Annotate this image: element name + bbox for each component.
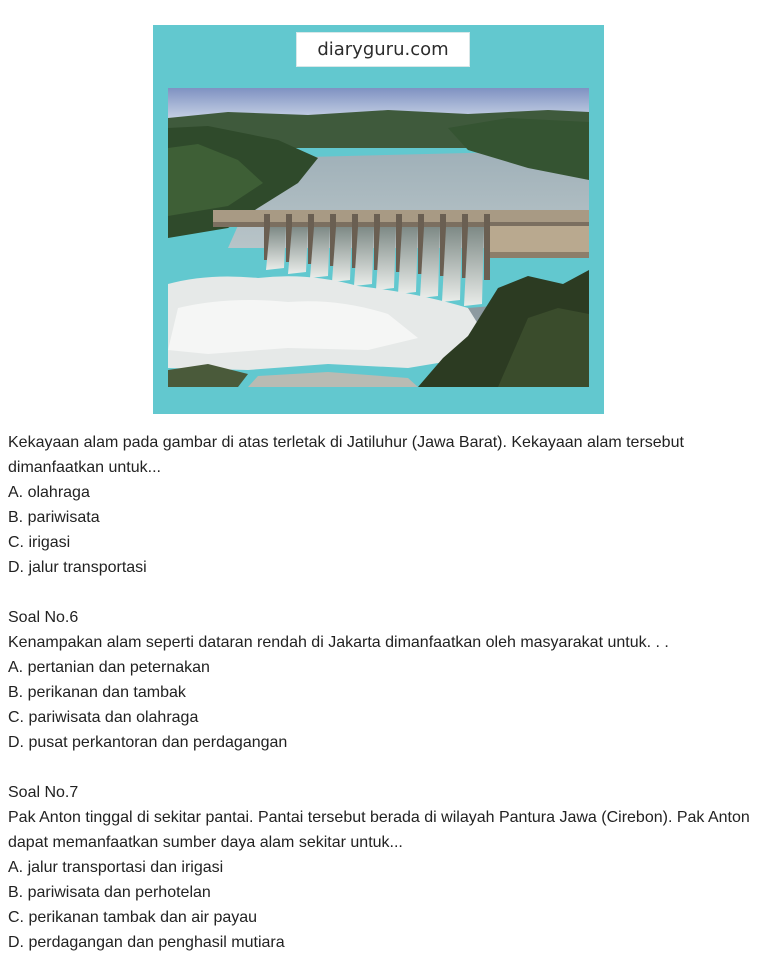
q7-option-c: C. perikanan tambak dan air payau — [8, 909, 258, 926]
q5-option-b: B. pariwisata — [8, 509, 100, 526]
spacer — [8, 755, 756, 780]
q5-question: Kekayaan alam pada gambar di atas terletak di Jatiluhur (Jawa Barat). Kekayaan alam tersebut dimanfaatkan untuk... — [8, 434, 684, 476]
dam-photo — [168, 88, 589, 387]
q6-option-a: A. pertanian dan peternakan — [8, 659, 210, 676]
q6-heading: Soal No.6 — [8, 609, 79, 626]
question-text — [8, 430, 756, 955]
watermark-label: diaryguru.com — [296, 32, 470, 67]
q5-option-a: A. olahraga — [8, 484, 90, 501]
q7-option-d: D. perdagangan dan penghasil mutiara — [8, 934, 285, 951]
q5-option-d: D. jalur transportasi — [8, 559, 147, 576]
spacer — [8, 580, 756, 605]
q6-option-b: B. perikanan dan tambak — [8, 684, 186, 701]
q7-option-b: B. pariwisata dan perhotelan — [8, 884, 211, 901]
q5-option-c: C. irigasi — [8, 534, 71, 551]
q6-option-c: C. pariwisata dan olahraga — [8, 709, 199, 726]
q6-option-d: D. pusat perkantoran dan perdagangan — [8, 734, 288, 751]
q7-question: Pak Anton tinggal di sekitar pantai. Pantai tersebut berada di wilayah Pantura Jawa (Cirebon). Pak Anton dapat memanfaatkan sumber daya alam sekitar untuk... — [8, 809, 750, 851]
dam-figure — [153, 25, 604, 414]
q6-question: Kenampakan alam seperti dataran rendah di Jakarta dimanfaatkan oleh masyarakat untuk. . . — [8, 634, 669, 651]
q7-heading: Soal No.7 — [8, 784, 79, 801]
q7-option-a: A. jalur transportasi dan irigasi — [8, 859, 224, 876]
